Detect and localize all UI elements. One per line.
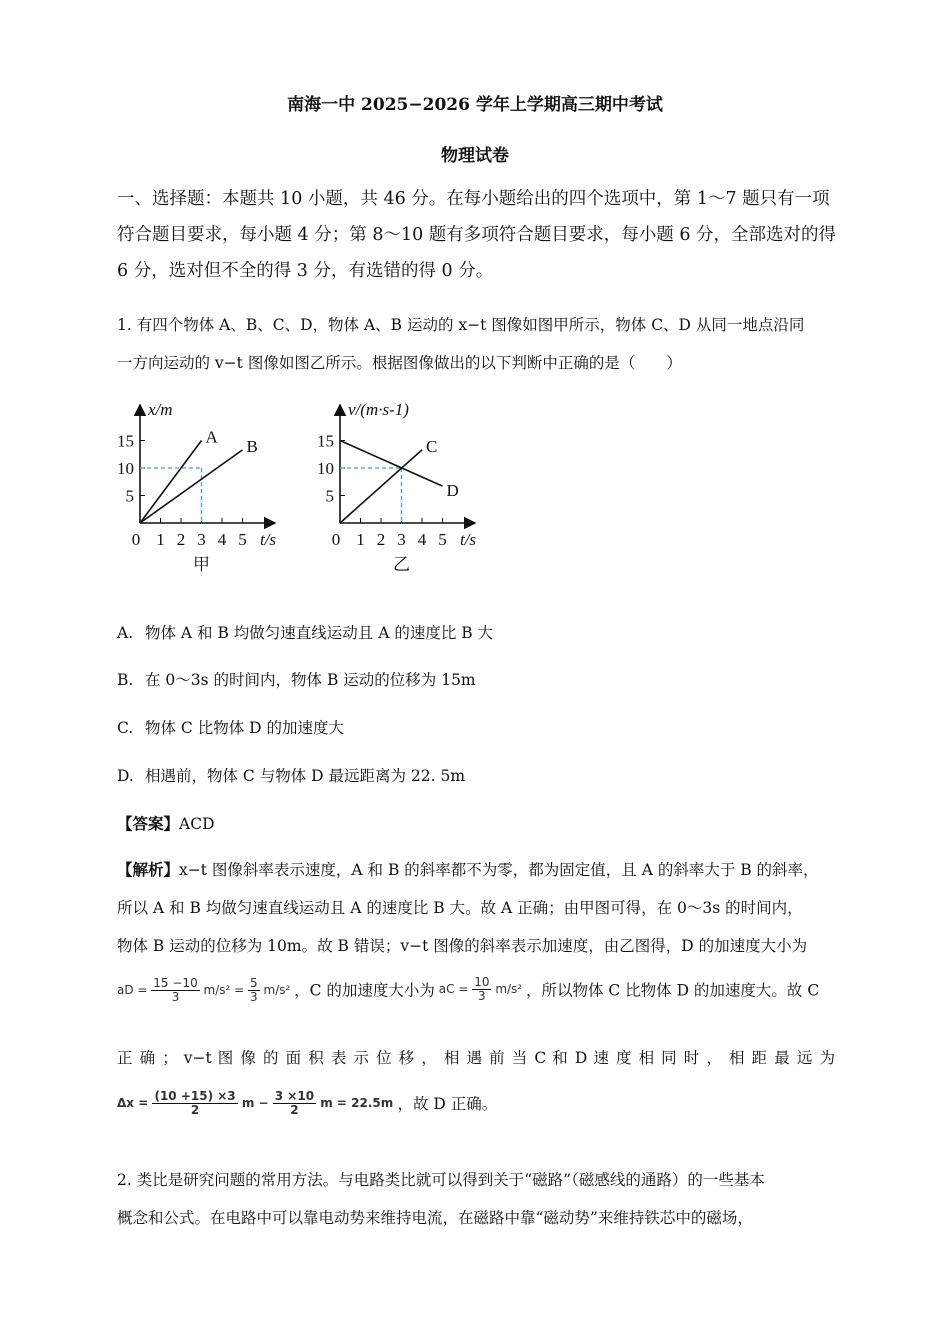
q1-stem-line1: 1. 有四个物体 A、B、C、D，物体 A、B 运动的 x−t 图像如图甲所示，物体 C、D 从同一地点沿同 xyxy=(117,316,805,334)
analysis-text: ，C 的加速度大小为 xyxy=(294,981,435,1000)
q1-analysis-line3: 物体 B 运动的位移为 10m。故 B 错误；v−t 图像的斜率表示加速度，由乙图得，D 的加速度大小为 xyxy=(117,937,808,955)
y-tick-label: 10 xyxy=(117,459,134,478)
series-label-A: A xyxy=(205,427,218,447)
x-axis-label: t/s xyxy=(459,530,477,549)
chart-jia xyxy=(105,393,290,573)
analysis-text: ，故 D 正确。 xyxy=(397,1095,498,1113)
formula-text: aD = xyxy=(117,982,148,997)
formula-aD xyxy=(117,975,294,1004)
x-tick-label: 1 xyxy=(156,530,165,549)
x-tick-label: 0 xyxy=(331,530,341,549)
analysis-tag: 【解析】 xyxy=(117,860,180,879)
answer-value: ACD xyxy=(179,815,215,833)
q1-analysis-line4 xyxy=(117,976,819,1004)
q1-answer xyxy=(117,812,215,834)
fraction-denominator: 3 xyxy=(171,989,180,1004)
formula-text: aC = xyxy=(438,982,469,996)
series-label-C: C xyxy=(426,436,438,456)
formula-text: m/s² xyxy=(495,982,523,996)
fraction-numerator: 5 xyxy=(250,975,258,990)
option-text: 物体 C 比物体 D 的加速度大 xyxy=(145,719,344,737)
series-line-C xyxy=(340,450,422,523)
fraction-numerator: (10 +15) ×3 xyxy=(154,1089,236,1103)
x-tick-label: 4 xyxy=(417,530,427,549)
formula-text: m − xyxy=(241,1096,269,1110)
q1-stem-line2: 一方向运动的 v−t 图像如图乙所示。根据图像做出的以下判断中正确的是（ ） xyxy=(117,354,682,372)
fraction xyxy=(472,976,491,1003)
option-label: A. xyxy=(117,624,134,642)
fraction-numerator: 3 ×10 xyxy=(274,1089,315,1103)
q1-analysis-line6 xyxy=(117,1090,497,1117)
series-label-D: D xyxy=(446,481,459,501)
x-tick-label: 3 xyxy=(397,530,406,549)
formula-text: m = 22.5m xyxy=(320,1096,394,1110)
q2-line1: 2. 类比是研究问题的常用方法。与电路类比就可以得到关于“磁路”（磁感线的通路）的一些基本 xyxy=(117,1171,765,1189)
y-tick-label: 15 xyxy=(317,431,334,451)
x-tick-label: 2 xyxy=(376,530,386,549)
x-tick-label: 4 xyxy=(217,530,227,549)
fraction-denominator: 2 xyxy=(190,1103,200,1117)
q1-analysis-line5: 正 确 ； v−t 图 像 的 面 积 表 示 位 移 ， 相 遇 前 当 C 和 D 速 度 相 同 时 ， 相 距 最 远 为 xyxy=(117,1049,835,1067)
fraction-numerator: 10 xyxy=(474,975,490,989)
chart-jia-svg xyxy=(105,393,290,573)
q1-option-c[interactable] xyxy=(117,716,344,738)
fraction xyxy=(273,1090,316,1117)
chart-caption: 乙 xyxy=(393,555,410,573)
exam-subtitle: 物理试卷 xyxy=(441,146,509,166)
chart-yi-svg xyxy=(305,393,490,573)
series-line-A xyxy=(140,441,202,524)
series-line-B xyxy=(140,450,243,523)
option-label: C. xyxy=(117,719,134,737)
option-label: D. xyxy=(117,767,134,785)
option-text: 物体 A 和 B 均做匀速直线运动且 A 的速度比 B 大 xyxy=(145,624,494,642)
x-tick-label: 0 xyxy=(131,530,141,549)
option-text: 在 0～3s 的时间内，物体 B 运动的位移为 15m xyxy=(145,671,476,689)
exam-title: 南海一中 2025−2026 学年上学期高三期中考试 xyxy=(287,95,663,115)
fraction-numerator: 15 −10 xyxy=(153,975,198,990)
q1-option-d[interactable] xyxy=(117,764,465,786)
formula-text: m/s² = xyxy=(203,982,245,997)
analysis-text: x−t 图像斜率表示速度，A 和 B 的斜率都不为零，都为固定值，且 A 的斜率大于 B 的斜率， xyxy=(179,861,819,879)
x-tick-label: 1 xyxy=(356,530,365,549)
option-label: B. xyxy=(117,671,134,689)
q2-line2: 概念和公式。在电路中可以靠电动势来维持电流，在磁路中靠“磁动势”来维持铁芯中的磁场， xyxy=(117,1209,753,1227)
x-tick-label: 3 xyxy=(197,530,206,549)
fraction-denominator: 2 xyxy=(290,1103,299,1117)
section-instructions: 一、选择题：本题共 10 小题，共 46 分。在每小题给出的四个选项中，第 1～7 题只有一项符合题目要求，每小题 4 分；第 8～10 题有多项符合题目要求，每小题 6 分，全部选对的得 6 分，选对但不全的得 3 分，有选错的得 0 分。 xyxy=(117,189,837,281)
answer-tag: 【答案】 xyxy=(117,814,180,833)
q1-option-a[interactable] xyxy=(117,621,493,643)
formula-text: Δx = xyxy=(117,1096,149,1110)
option-text: 相遇前，物体 C 与物体 D 最远距离为 22. 5m xyxy=(145,767,466,785)
fraction xyxy=(248,977,260,1004)
analysis-text: ，所以物体 C 比物体 D 的加速度大。故 C xyxy=(525,981,820,1000)
x-tick-label: 5 xyxy=(238,530,247,549)
q1-analysis-line2: 所以 A 和 B 均做匀速直线运动且 A 的速度比 B 大。故 A 正确；由甲图可得，在 0～3s 的时间内， xyxy=(117,899,803,917)
x-tick-label: 5 xyxy=(438,530,447,549)
x-tick-label: 2 xyxy=(176,530,186,549)
formula-text: m/s² xyxy=(263,982,291,997)
chart-caption: 甲 xyxy=(193,555,210,573)
y-axis-label: v/(m·s-1) xyxy=(348,400,409,419)
chart-yi xyxy=(305,393,490,573)
x-axis-label: t/s xyxy=(259,530,277,549)
fraction xyxy=(151,977,199,1004)
y-tick-label: 5 xyxy=(325,486,334,506)
y-axis-label: x/m xyxy=(148,400,173,419)
series-label-B: B xyxy=(246,436,258,456)
fraction-denominator: 3 xyxy=(478,989,486,1003)
q1-analysis-line1 xyxy=(117,858,819,880)
q1-option-b[interactable] xyxy=(117,668,476,690)
formula-dx xyxy=(117,1089,397,1117)
y-tick-label: 10 xyxy=(317,459,334,478)
fraction-denominator: 3 xyxy=(250,989,258,1004)
formula-aC xyxy=(435,975,526,1003)
fraction xyxy=(152,1090,237,1117)
y-tick-label: 5 xyxy=(125,486,134,506)
y-tick-label: 15 xyxy=(117,431,134,451)
